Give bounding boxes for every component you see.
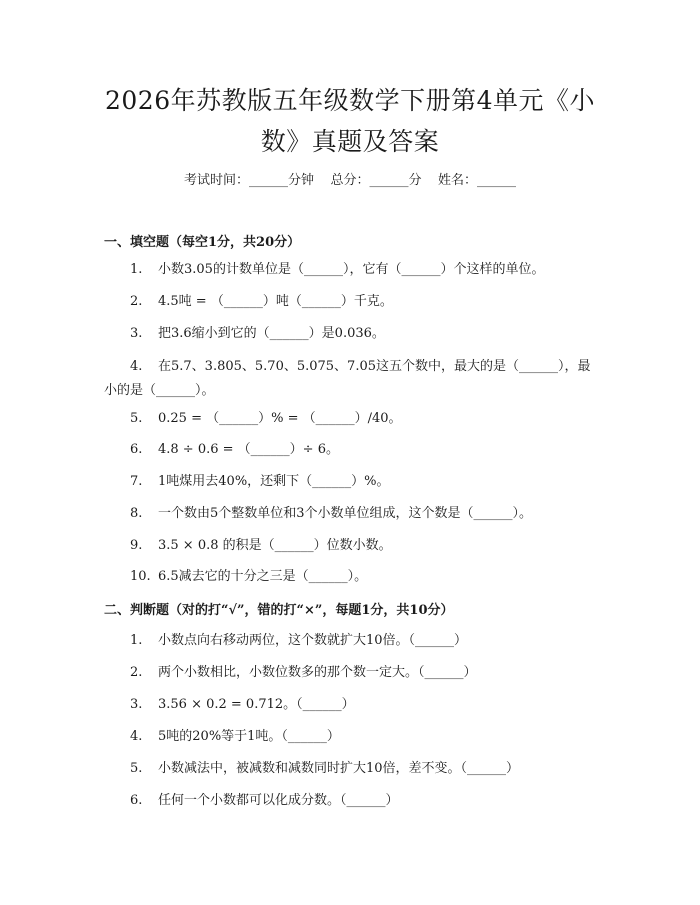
question-number: 4. (130, 359, 143, 374)
question-item (130, 759, 519, 779)
question-text: 6.5减去它的十分之三是（______）。 (158, 569, 368, 584)
question-text: 3.5 × 0.8 的积是（______）位数小数。 (158, 538, 392, 553)
question-number: 3. (130, 697, 143, 712)
question-item (130, 695, 355, 715)
section-heading-true-false: 二、判断题（对的打“√”，错的打“×”，每题1分，共10分） (104, 603, 454, 618)
question-number: 6. (130, 442, 143, 457)
question-item (130, 536, 392, 556)
question-item (130, 791, 399, 811)
question-item (130, 504, 532, 524)
question-number: 3. (130, 326, 143, 341)
question-number: 6. (130, 793, 143, 808)
question-item (130, 663, 477, 683)
question-number: 8. (130, 506, 143, 521)
question-item (130, 324, 385, 344)
section-heading-fill-blank: 一、填空题（每空1分，共20分） (104, 235, 301, 250)
question-text: 1吨煤用去40%，还剩下（______）%。 (158, 474, 390, 489)
question-item (130, 409, 402, 429)
question-number: 5. (130, 411, 143, 426)
question-item (130, 472, 390, 492)
question-number: 2. (130, 665, 143, 680)
question-text: 0.25 = （______）% = （______）/40。 (158, 411, 402, 426)
question-number: 5. (130, 761, 143, 776)
question-number: 1. (130, 633, 143, 648)
question-text: 3.56 × 0.2 = 0.712。（______） (158, 697, 355, 712)
question-text: 在5.7、3.805、5.70、5.075、7.05这五个数中，最大的是（______），最小的是（______）。 (104, 359, 591, 398)
question-text: 一个数由5个整数单位和3个小数单位组成，这个数是（______）。 (158, 506, 533, 521)
question-text: 4.5吨 = （______）吨（______）千克。 (158, 294, 393, 309)
question-text: 小数3.05的计数单位是（______），它有（______）个这样的单位。 (158, 262, 545, 277)
question-text: 把3.6缩小到它的（______）是0.036。 (158, 326, 385, 341)
question-item (130, 567, 367, 587)
question-text: 两个小数相比，小数位数多的那个数一定大。（______） (158, 665, 477, 680)
question-number: 4. (130, 729, 143, 744)
question-text: 5吨的20%等于1吨。（______） (158, 729, 340, 744)
question-item (104, 355, 599, 403)
question-number: 9. (130, 538, 143, 553)
exam-meta-line: 考试时间：______分钟 总分：______分 姓名：______ (183, 173, 517, 188)
question-number: 1. (130, 262, 143, 277)
question-text: 小数点向右移动两位，这个数就扩大10倍。（______） (158, 633, 468, 648)
question-text: 任何一个小数都可以化成分数。（______） (158, 793, 399, 808)
question-text: 小数减法中，被减数和减数同时扩大10倍，差不变。（______） (158, 761, 520, 776)
question-item (130, 260, 544, 280)
question-text: 4.8 ÷ 0.6 = （______）÷ 6。 (158, 442, 339, 457)
question-item (130, 440, 339, 460)
question-number: 7. (130, 474, 143, 489)
question-number: 10. (130, 569, 151, 584)
question-item (130, 631, 467, 651)
question-number: 2. (130, 294, 143, 309)
document-title: 2026年苏教版五年级数学下册第4单元《小数》真题及答案 (104, 86, 596, 156)
question-item (130, 292, 393, 312)
question-item (130, 727, 340, 747)
